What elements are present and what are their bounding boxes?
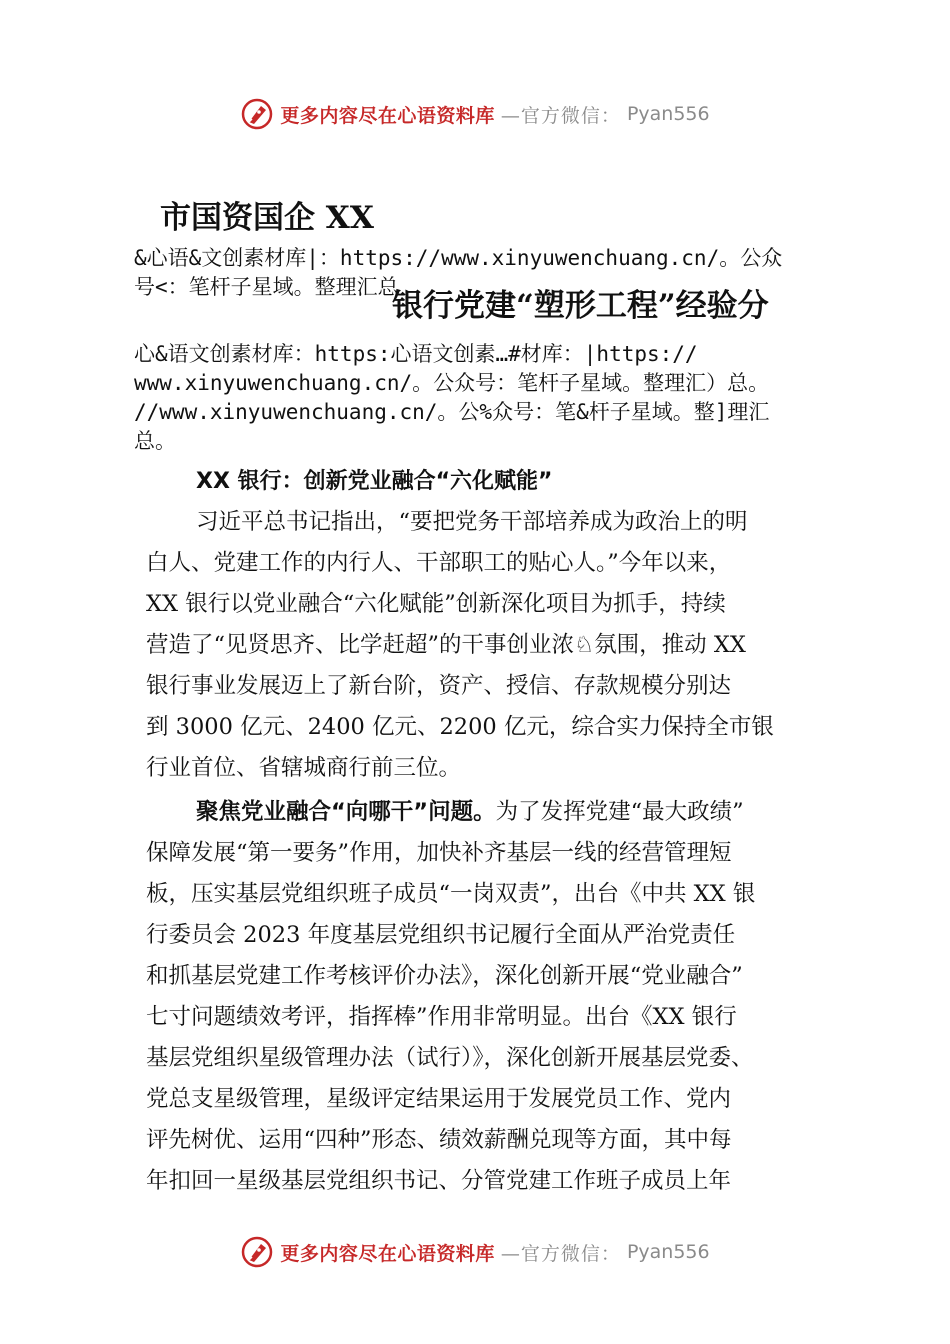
banner-wechat-id: Pyan556 xyxy=(626,1241,710,1263)
paragraph-first-line xyxy=(146,792,816,833)
watermark-source-line: www.xinyuwenchuang.cn/。公众号：笔杆子星域。整理汇）总。 xyxy=(134,371,770,395)
pen-nib-logo-icon xyxy=(240,1235,274,1269)
watermark-source-line: //www.xinyuwenchuang.cn/。公%众号：笔&杆子星域。整]理汇 xyxy=(134,400,770,424)
header-banner xyxy=(0,92,950,136)
banner-wechat-label: —官方微信： xyxy=(500,104,621,127)
paragraph-line: 板，压实基层党组织班子成员“一岗双责”，出台《中共 XX 银 xyxy=(146,881,756,907)
footer-banner xyxy=(0,1230,950,1274)
paragraph-line: 到 3000 亿元、2400 亿元、2200 亿元，综合实力保持全市银 xyxy=(146,714,774,740)
paragraph-line: 年扣回一星级基层党组织书记、分管党建工作班子成员上年 xyxy=(146,1168,732,1194)
title-line-a: 市国资国企 XX xyxy=(160,200,374,236)
paragraph-focus xyxy=(146,792,816,1202)
banner-brand-text: 更多内容尽在心语资料库 xyxy=(280,1242,495,1265)
paragraph-line: 习近平总书记指出，“要把党务干部培养成为政治上的明 xyxy=(196,509,748,535)
paragraph-lead-phrase: 聚焦党业融合“向哪干”问题。 xyxy=(196,799,496,825)
paragraph-intro xyxy=(146,502,816,789)
banner-brand-text: 更多内容尽在心语资料库 xyxy=(280,104,495,127)
paragraph-line: 营造了“见贤思齐、比学赶超”的干事创业浓♘氛围，推动 XX xyxy=(146,632,746,658)
paragraph-line: 白人、党建工作的内行人、干部职工的贴心人。”今年以来， xyxy=(146,550,732,576)
paragraph-line: 保障发展“第一要务”作用，加快补齐基层一线的经营管理短 xyxy=(146,840,732,866)
paragraph-lead-rest: 为了发挥党建“最大政绩” xyxy=(495,799,744,825)
banner-wechat-id: Pyan556 xyxy=(626,103,710,125)
paragraph-line: 党总支星级管理，星级评定结果运用于发展党员工作、党内 xyxy=(146,1086,732,1112)
watermark-source-line: 总。 xyxy=(134,429,176,453)
paragraph-line: 银行事业发展迈上了新台阶，资产、授信、存款规模分别达 xyxy=(146,673,732,699)
paragraph-line: 行委员会 2023 年度基层党组织书记履行全面从严治党责任 xyxy=(146,922,736,948)
paragraph-line: 基层党组织星级管理办法（试行）》，深化创新开展基层党委、 xyxy=(146,1045,754,1071)
paragraph-line: 七寸问题绩效考评，指挥棒”作用非常明显。出台《XX 银行 xyxy=(146,1004,737,1030)
paragraph-line: 和抓基层党建工作考核评价办法》，深化创新开展“党业融合” xyxy=(146,963,743,989)
pen-nib-logo-icon xyxy=(240,97,274,131)
banner-wechat-label: —官方微信： xyxy=(500,1242,621,1265)
watermark-source-line: &心语&文创素材库|：https://www.xinyuwenchuang.cn/。公众 xyxy=(134,246,783,270)
watermark-source-line: 号<：笔杆子星域。整理汇总 xyxy=(134,275,399,299)
paragraph-line: 评先树优、运用“四种”形态、绩效薪酬兑现等方面，其中每 xyxy=(146,1127,732,1153)
watermark-source-line: 心&语文创素材库：https:心语文创素…#材库：|https:// xyxy=(134,342,698,366)
paragraph-line: 行业首位、省辖城商行前三位。 xyxy=(146,755,462,781)
section-heading: XX 银行：创新党业融合“六化赋能” xyxy=(196,469,553,494)
title-line-b: 银行党建“塑形工程”经验分 xyxy=(392,288,769,324)
paragraph-line: XX 银行以党业融合“六化赋能”创新深化项目为抓手，持续 xyxy=(146,591,726,617)
